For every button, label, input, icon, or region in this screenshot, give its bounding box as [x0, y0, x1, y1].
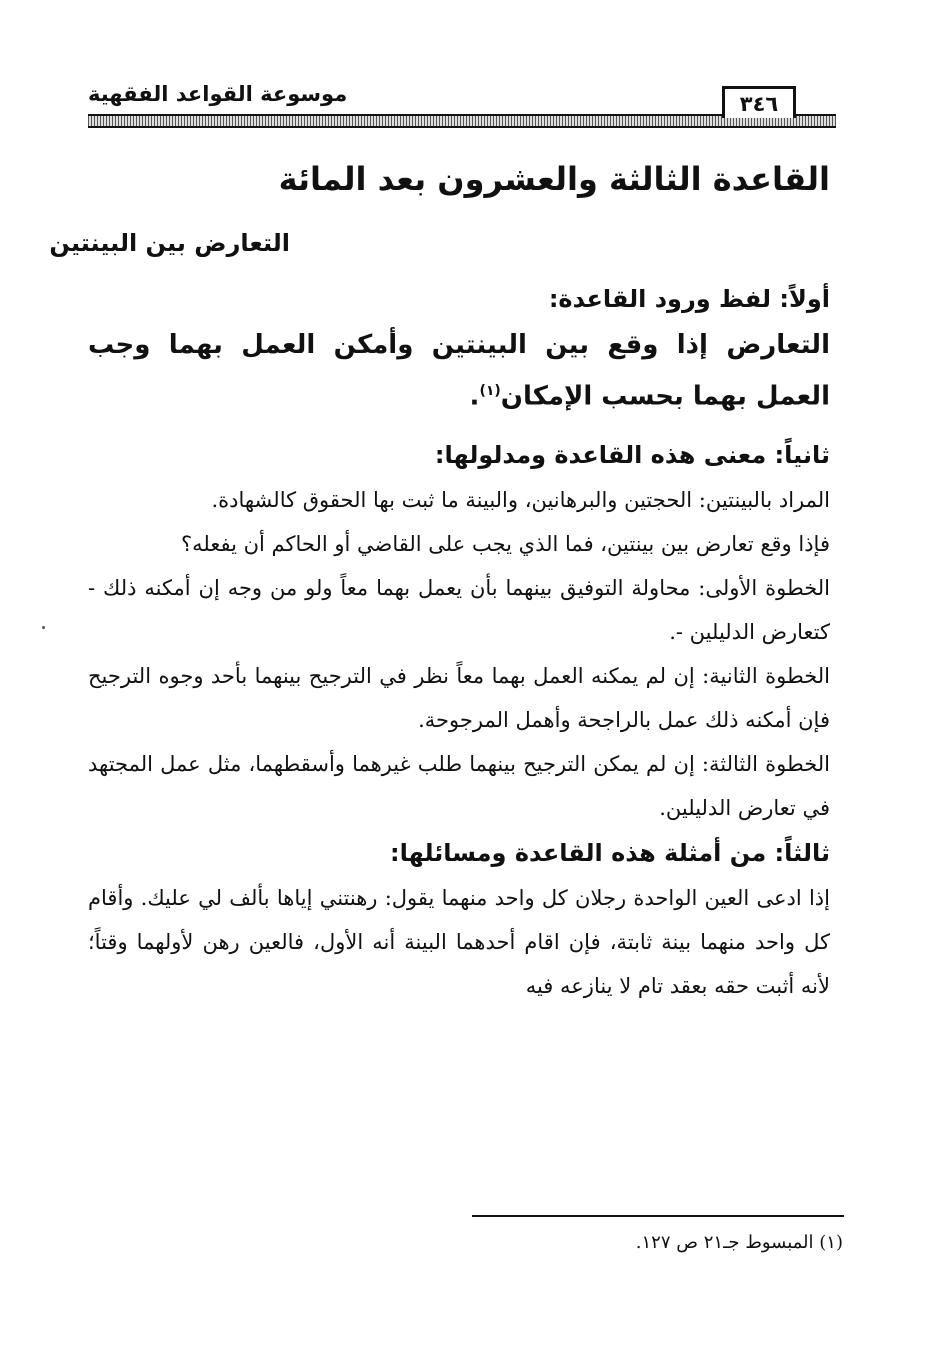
rule-statement-end: . — [469, 381, 480, 412]
meaning-paragraph: الخطوة الثانية: إن لم يمكنه العمل بهما معاً نظر في الترجيح بينهما بأحد وجوه الترجيح فإن أمكنه ذلك عمل بالراجحة وأهمل المرجوحة. — [88, 663, 830, 732]
book-title: موسوعة القواعد الفقهية — [88, 82, 348, 106]
running-header — [88, 82, 836, 132]
meaning-paragraph: الخطوة الأولى: محاولة التوفيق بينهما بأن يعمل بهما معاً ولو من وجه إن أمكنه ذلك - كتعارض الدليلين -. — [88, 575, 830, 644]
meaning-paragraph: المراد بالبينتين: الحجتين والبرهانين، والبينة ما ثبت بها الحقوق كالشهادة. — [211, 487, 830, 512]
meaning-paragraph: الخطوة الثالثة: إن لم يمكن الترجيح بينهما طلب غيرهما وأسقطهما، مثل عمل المجتهد في تعارض الدليلين. — [88, 751, 830, 820]
section-heading-wording: أولاً: لفظ ورود القاعدة: — [548, 285, 830, 313]
footnote-marker: (١) — [479, 383, 501, 399]
rule-statement — [88, 322, 830, 420]
example-paragraph: إذا ادعى العين الواحدة رجلان كل واحد منهما يقول: رهنتني إياها بألف لي عليك. وأقام كل واحد منهما بينة ثابتة، فإن اقام أحدهما البينة أنه الأول، فالعين رهن لأولهما وقتاً؛ لأنه أثبت حقه بعقد تام لا ينازعه فيه — [88, 885, 830, 998]
rule-title: القاعدة الثالثة والعشرون بعد المائة — [278, 160, 830, 198]
footnote: (١) المبسوط جـ٢١ ص ١٢٧. — [635, 1232, 843, 1253]
page-number: ٣٤٦ — [722, 86, 796, 118]
rule-statement-text: التعارض إذا وقع بين البينتين وأمكن العمل بهما وجب العمل بهما بحسب الإمكان — [88, 330, 830, 412]
page-content — [49, 148, 830, 1008]
meaning-paragraph: فإذا وقع تعارض بين بينتين، فما الذي يجب على القاضي أو الحاكم أن يفعله؟ — [180, 531, 830, 556]
rule-subtitle: التعارض بين البينتين — [49, 229, 290, 257]
section-heading-examples: ثالثاً: من أمثلة هذه القاعدة ومسائلها: — [389, 838, 830, 867]
scan-speck — [42, 626, 45, 629]
section-heading-meaning: ثانياً: معنى هذه القاعدة ومدلولها: — [434, 440, 830, 469]
footnote-divider — [472, 1215, 844, 1217]
